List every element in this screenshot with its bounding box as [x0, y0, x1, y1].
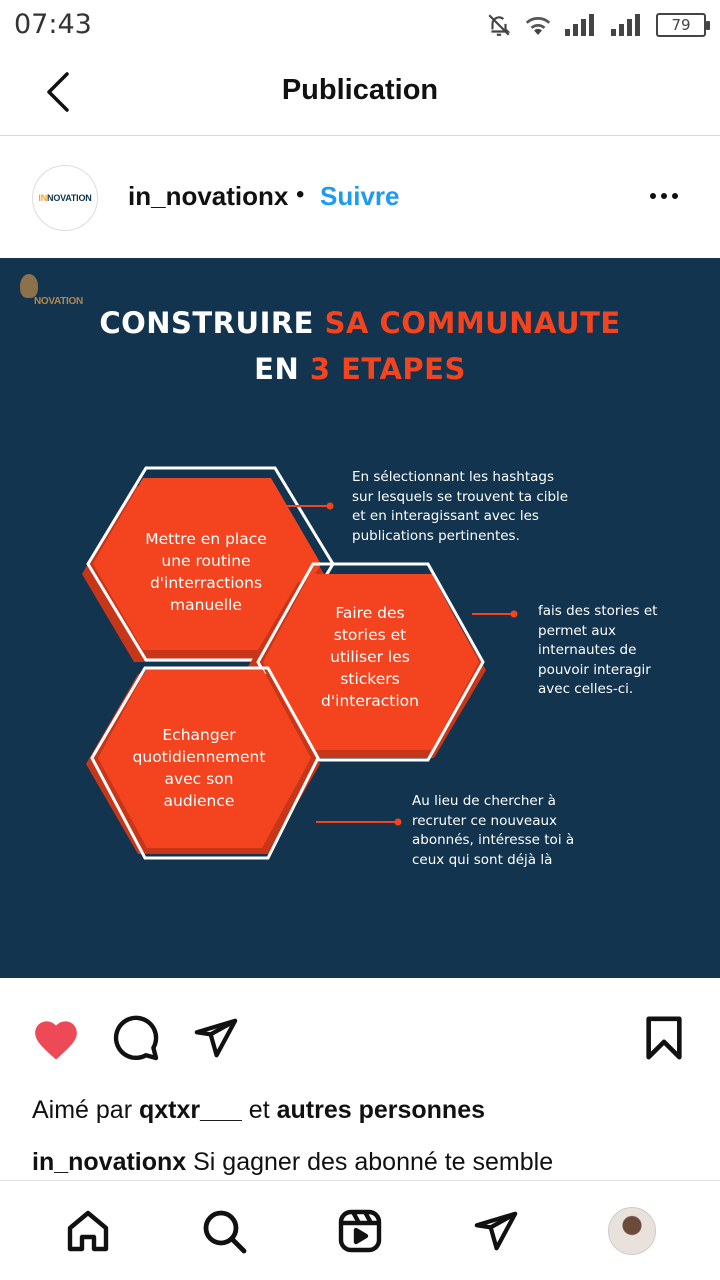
battery-icon — [656, 13, 706, 37]
step-1-description — [352, 468, 612, 546]
brand-text: NOVATION — [34, 296, 83, 307]
home-icon — [64, 1207, 112, 1255]
more-dot — [661, 193, 667, 199]
connector-dot-3 — [395, 819, 402, 826]
step-3-label — [104, 724, 294, 812]
text-line: sur lesquels se trouvent ta cible — [352, 488, 569, 505]
more-horizontal-icon — [650, 193, 656, 199]
wifi-icon — [524, 13, 552, 37]
send-icon — [473, 1208, 519, 1254]
signal-icon — [610, 13, 644, 37]
connector-dot-1 — [327, 503, 334, 510]
more-dot — [672, 193, 678, 199]
reels-icon — [336, 1207, 384, 1255]
text-line: pouvoir interagir — [538, 661, 651, 678]
nav-home-button[interactable] — [60, 1203, 116, 1259]
text-line: ceux qui sont déjà là — [412, 851, 553, 868]
text-line: Echanger — [162, 726, 236, 744]
text-line: En sélectionnant les hashtags — [352, 469, 554, 485]
likes-middle: et — [241, 1096, 277, 1124]
headline-orange: SA COMMUNAUTE — [324, 306, 621, 340]
status-icons — [486, 10, 706, 40]
step-2-description — [538, 602, 708, 700]
search-icon — [200, 1207, 248, 1255]
likes-text[interactable] — [32, 1096, 485, 1125]
bell-off-icon — [486, 12, 512, 38]
text-line: audience — [163, 792, 235, 810]
avatar-logo: INNOVATION — [38, 193, 92, 203]
headline-white: CONSTRUIRE — [99, 306, 325, 340]
comment-icon — [112, 1014, 160, 1062]
status-bar — [0, 0, 720, 50]
text-line: recruter ce nouveaux — [412, 812, 558, 829]
status-time: 07:43 — [14, 9, 92, 40]
text-line: fais des stories et — [538, 603, 658, 619]
profile-avatar — [608, 1207, 656, 1255]
text-line: Faire des — [335, 604, 405, 622]
send-icon — [193, 1015, 239, 1061]
post-actions — [0, 990, 720, 1090]
battery-level: 79 — [671, 16, 691, 34]
follow-button[interactable]: Suivre — [320, 181, 400, 211]
heart-filled-icon — [31, 1015, 81, 1061]
text-line: Mettre en place — [145, 530, 267, 548]
post-caption[interactable] — [32, 1148, 553, 1177]
text-line: utiliser les — [330, 648, 410, 666]
text-line: abonnés, intéresse toi à — [412, 832, 575, 848]
separator-dot: • — [296, 181, 305, 208]
post-header — [0, 137, 720, 257]
headline-white: EN — [254, 352, 310, 386]
bottom-nav — [0, 1180, 720, 1280]
signal-icon — [564, 13, 598, 37]
author-username[interactable]: in_novationx — [128, 181, 289, 211]
text-line: quotidiennement — [132, 748, 266, 766]
nav-profile-button[interactable] — [604, 1203, 660, 1259]
nav-direct-button[interactable] — [468, 1203, 524, 1259]
nav-reels-button[interactable] — [332, 1203, 388, 1259]
caption-username[interactable]: in_novationx — [32, 1148, 187, 1176]
text-line: d'interaction — [321, 692, 419, 710]
text-line: stickers — [340, 670, 400, 688]
page-title: Publication — [281, 74, 439, 106]
caption-text: Si gagner des abonné te semble — [186, 1148, 554, 1176]
step-1-label — [116, 528, 296, 616]
headline-orange: 3 ETAPES — [309, 352, 466, 386]
post-image[interactable] — [0, 258, 720, 978]
text-line: publications pertinentes. — [352, 527, 520, 544]
text-line: une routine — [161, 552, 251, 570]
connector-dot-2 — [511, 611, 518, 618]
text-line: internautes de — [538, 642, 637, 658]
text-line: Au lieu de chercher à — [412, 793, 556, 809]
comment-button[interactable] — [108, 1010, 164, 1066]
text-line: stories et — [333, 626, 407, 644]
like-button[interactable] — [28, 1010, 84, 1066]
more-options-button[interactable] — [644, 181, 684, 211]
likes-prefix: Aimé par — [32, 1096, 139, 1124]
text-line: avec son — [164, 770, 234, 788]
text-line: et en interagissant avec les — [352, 508, 539, 524]
step-3-description — [412, 792, 632, 870]
author-avatar[interactable] — [32, 165, 98, 231]
text-line: permet aux — [538, 622, 617, 639]
nav-search-button[interactable] — [196, 1203, 252, 1259]
share-button[interactable] — [188, 1010, 244, 1066]
save-button[interactable] — [636, 1010, 692, 1066]
text-line: manuelle — [170, 596, 242, 614]
top-nav — [0, 50, 720, 136]
text-line: d'interractions — [149, 574, 263, 592]
step-2-label — [280, 602, 460, 712]
likes-others[interactable]: autres personnes — [276, 1096, 486, 1124]
text-line: avec celles-ci. — [538, 681, 634, 697]
liked-by-user[interactable]: qxtxr___ — [138, 1096, 242, 1124]
bookmark-icon — [644, 1015, 684, 1061]
